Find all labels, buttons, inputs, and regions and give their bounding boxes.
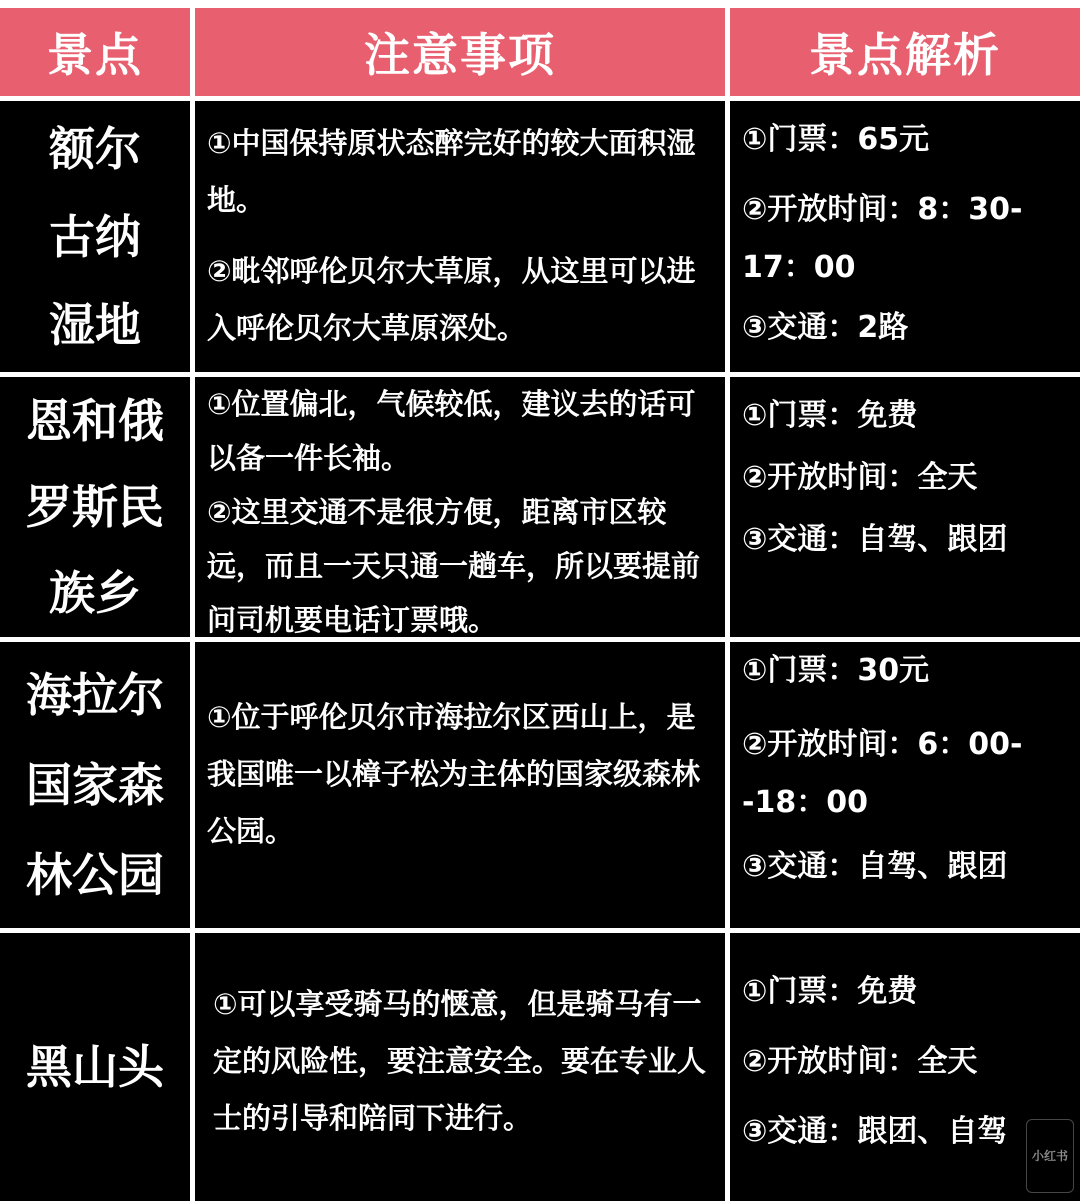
header-attraction: 景点 (0, 8, 190, 96)
attraction-name-1 (0, 101, 190, 372)
attraction-name-4 (0, 933, 190, 1201)
watermark-logo: 小红书 (1026, 1119, 1074, 1193)
info-cell-2 (730, 377, 1080, 637)
note-line: ②这里交通不是很方便，距离市区较远，而且一天只通一趟车，所以要提前问司机要电话订票哦。 (207, 495, 701, 637)
transport-info: ③交通：自驾、跟团 (742, 522, 1008, 557)
hours-info: ②开放时间：全天 (742, 1044, 978, 1079)
info-cell-1 (730, 101, 1080, 372)
ticket-info: ①门票：65元 (742, 122, 930, 157)
transport-info: ③交通：2路 (742, 310, 909, 345)
note-line: ①可以享受骑马的惬意，但是骑马有一定的风险性，要注意安全。要在专业人士的引导和陪同下进行。 (213, 987, 707, 1135)
header-notes: 注意事项 (195, 8, 725, 96)
info-cell-3 (730, 642, 1080, 928)
transport-info: ③交通：跟团、自驾 (742, 1114, 1008, 1149)
attraction-name-label: 海拉尔国家森林公园 (26, 668, 164, 902)
hours-info: ②开放时间：6：00--18：00 (742, 727, 1023, 820)
ticket-info: ①门票：30元 (742, 653, 930, 688)
notes-cell-1 (195, 101, 725, 372)
attraction-name-3 (0, 642, 190, 928)
info-cell-4 (730, 933, 1080, 1201)
note-line: ①位置偏北，气候较低，建议去的话可以备一件长袖。 (207, 387, 696, 475)
ticket-info: ①门票：免费 (742, 974, 918, 1009)
attraction-name-2 (0, 377, 190, 637)
transport-info: ③交通：自驾、跟团 (742, 849, 1008, 884)
attraction-name-label: 恩和俄罗斯民族乡 (26, 394, 164, 620)
note-line: ①中国保持原状态醉完好的较大面积湿地。 (207, 126, 696, 217)
hours-info: ②开放时间：8：30-17：00 (742, 192, 1023, 285)
notes-cell-2 (195, 377, 725, 637)
ticket-info: ①门票：免费 (742, 398, 918, 433)
header-analysis: 景点解析 (730, 8, 1080, 96)
attraction-name-label: 额尔古纳湿地 (49, 121, 141, 352)
notes-cell-4 (195, 933, 725, 1201)
note-line: ①位于呼伦贝尔市海拉尔区西山上，是我国唯一以樟子松为主体的国家级森林公园。 (207, 700, 701, 848)
attraction-name-label: 黑山头 (26, 1040, 164, 1094)
hours-info: ②开放时间：全天 (742, 460, 978, 495)
note-line: ②毗邻呼伦贝尔大草原，从这里可以进入呼伦贝尔大草原深处。 (207, 254, 696, 345)
notes-cell-3 (195, 642, 725, 928)
